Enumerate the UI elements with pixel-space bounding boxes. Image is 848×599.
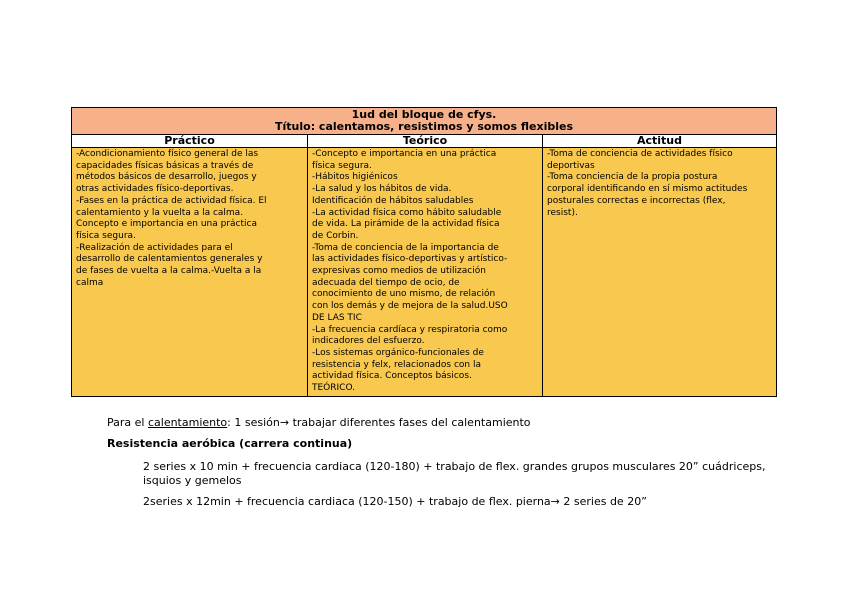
cell-line: -Los sistemas orgánico-funcionales de xyxy=(312,347,484,358)
header-teorico: Teórico xyxy=(308,135,543,148)
cell-line: de Corbin. xyxy=(312,230,359,241)
teorico-cell xyxy=(308,148,543,397)
item1-line1: 2 series x 10 min + frecuencia cardiaca (120-180) + trabajo de flex. grandes grupos musculares 20” cuádriceps, xyxy=(143,460,766,473)
paragraph-prefix: Para el xyxy=(107,416,148,429)
cell-line: resist). xyxy=(547,207,578,218)
cell-line: Identificación de hábitos saludables xyxy=(312,195,474,206)
curriculum-table xyxy=(71,107,777,397)
cell-line: indicadores del esfuerzo. xyxy=(312,336,425,347)
cell-line: TEÓRICO. xyxy=(312,383,356,394)
header-practico: Práctico xyxy=(72,135,308,148)
cell-line: de vida. La pirámide de la actividad física xyxy=(312,219,500,230)
title-line-2: Título: calentamos, resistimos y somos flexibles xyxy=(275,120,573,133)
cell-line: desarrollo de calentamientos generales y xyxy=(76,254,263,265)
paragraph-suffix: : 1 sesión→ trabajar diferentes fases del calentamiento xyxy=(227,416,531,429)
practico-cell xyxy=(72,148,308,397)
cell-line: -Acondicionamiento físico general de las xyxy=(76,149,259,159)
cell-line: las actividades físico-deportivas y artístico- xyxy=(312,254,508,265)
cell-line: calentamiento y la vuelta a la calma. xyxy=(76,207,244,218)
calentamiento-underlined: calentamiento xyxy=(147,416,228,429)
cell-line: actividad física. Conceptos básicos. xyxy=(312,371,472,382)
cell-line: otras actividades físico-deportivas. xyxy=(76,184,234,195)
cell-line: de fases de vuelta a la calma.-Vuelta a la xyxy=(76,266,262,277)
cell-line: Concepto e importancia en una práctica xyxy=(76,219,258,230)
cell-line: corporal identificando en sí mismo actitudes xyxy=(547,184,748,195)
cell-line: -La salud y los hábitos de vida. xyxy=(312,184,452,195)
cell-line: -Fases en la práctica de actividad física. El xyxy=(76,195,267,206)
cell-line: métodos básicos de desarrollo, juegos y xyxy=(76,172,257,183)
header-actitud: Actitud xyxy=(543,135,777,148)
cell-line: adecuada del tiempo de ocio, de xyxy=(312,277,460,288)
cell-line: calma xyxy=(76,277,104,288)
cell-line: posturales correctas e incorrectas (flex, xyxy=(547,195,726,206)
cell-line: DE LAS TIC xyxy=(312,312,362,323)
cell-line: -Realización de actividades para el xyxy=(76,242,233,253)
cell-line: deportivas xyxy=(547,160,595,171)
cell-line: resistencia y felx, relacionados con la xyxy=(312,359,481,370)
cell-line: -La frecuencia cardíaca y respiratoria como xyxy=(312,324,508,335)
title-line-1: 1ud del bloque de cfys. xyxy=(351,108,497,121)
item1-line2: isquios y gemelos xyxy=(143,474,242,487)
actitud-cell xyxy=(543,148,777,397)
cell-line: -Toma de conciencia de la importancia de xyxy=(312,242,499,253)
cell-line: -Concepto e importancia en una práctica xyxy=(312,149,497,159)
cell-line: -Toma de conciencia de actividades físico xyxy=(547,149,733,159)
cell-line: expresivas como medios de utilización xyxy=(312,266,486,277)
cell-line: física segura. xyxy=(312,160,372,171)
cell-line: -Hábitos higiénicos xyxy=(312,172,398,183)
resistencia-heading: Resistencia aeróbica (carrera continua) xyxy=(107,437,353,450)
cell-line: física segura. xyxy=(76,230,136,241)
cell-line: capacidades físicas básicas a través de xyxy=(76,160,254,171)
cell-line: -Toma conciencia de la propia postura xyxy=(547,172,718,183)
cell-line: -La actividad física como hábito saludable xyxy=(312,207,502,218)
table-title xyxy=(72,108,777,135)
item2: 2series x 12min + frecuencia cardiaca (120-150) + trabajo de flex. pierna→ 2 series de 20” xyxy=(143,495,647,508)
calentamiento-paragraph xyxy=(107,416,531,430)
cell-line: con los demás y de mejora de la salud.USO xyxy=(312,301,508,312)
cell-line: conocimiento de uno mismo, de relación xyxy=(312,289,496,300)
